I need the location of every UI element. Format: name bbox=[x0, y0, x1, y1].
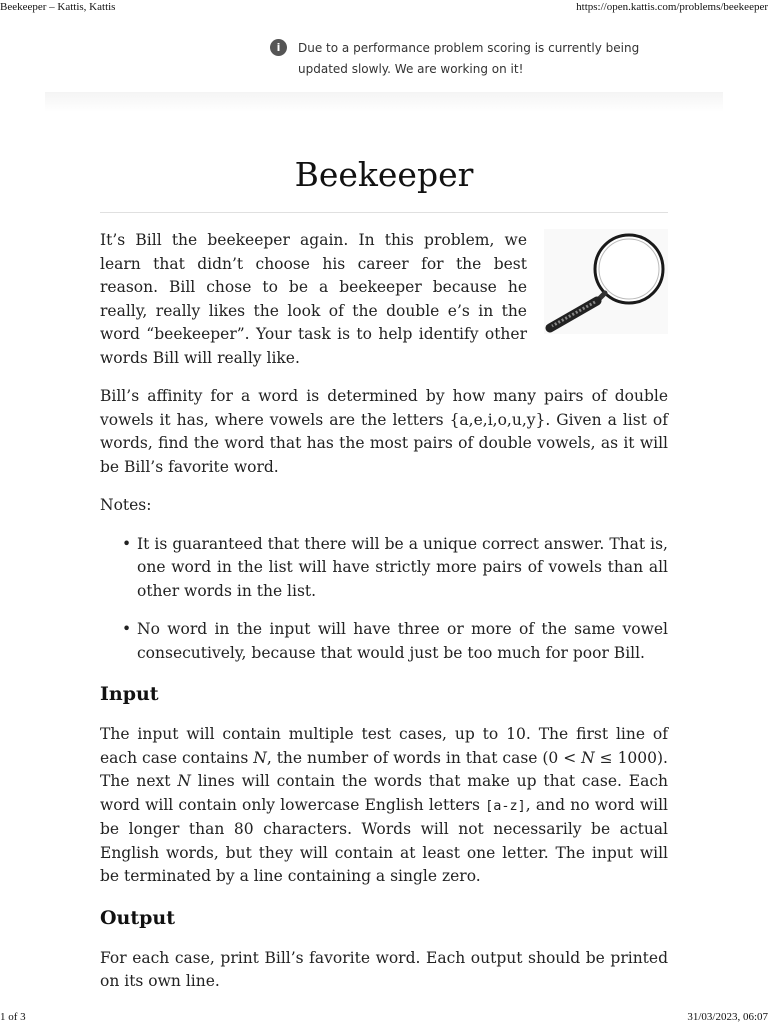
notes-list bbox=[100, 533, 668, 666]
print-header bbox=[0, 1, 768, 15]
performance-notice bbox=[270, 38, 670, 80]
notice-divider bbox=[45, 92, 723, 112]
notes-label: Notes: bbox=[100, 496, 152, 514]
magnifying-glass-image bbox=[544, 229, 668, 334]
title-divider bbox=[100, 212, 668, 213]
note-item: • It is guaranteed that there will be a unique correct answer. That is, one word in the list will have strictly more pairs of vowels than all other words in the list. bbox=[137, 533, 668, 604]
note-item: • No word in the input will have three or more of the same vowel consecutively, because that would just be too much for poor Bill. bbox=[137, 618, 668, 665]
print-page-url: https://open.kattis.com/problems/beekeeper bbox=[576, 1, 768, 13]
output-paragraph: For each case, print Bill’s favorite word. Each output should be printed on its own line. bbox=[100, 948, 668, 990]
print-timestamp: 31/03/2023, 06:07 bbox=[687, 1011, 768, 1023]
letter-range-code: [a-z] bbox=[485, 797, 526, 814]
print-footer bbox=[0, 1011, 768, 1025]
affinity-paragraph: Bill’s affinity for a word is determined by how many pairs of double vowels it has, where vowels are the letters {a,e,i,o,u,y}. Given a list of words, find the word that has the most pairs of double vowels, as it will be Bill’s favorite word. bbox=[100, 387, 668, 476]
problem-statement bbox=[100, 229, 668, 1009]
page-title: Beekeeper bbox=[294, 155, 474, 194]
info-icon: i bbox=[270, 39, 287, 56]
intro-paragraph: It’s Bill the beekeeper again. In this problem, we learn that didn’t choose his career for the best reason. Bill chose to be a beekeeper because he really, really likes the look of the double e’s in the word “beekeeper”. Your task is to help identify other words Bill will really like. bbox=[100, 231, 527, 367]
print-page-title: Beekeeper – Kattis, Kattis bbox=[0, 1, 116, 13]
page-counter: 1 of 3 bbox=[0, 1011, 26, 1023]
input-paragraph: The input will contain multiple test cases, up to 10. The first line of each case contains N, the number of words in that case (0 < N ≤ 1000). The next N lines will contain the words that make up that case. Each word will contain only lowercase English letters [a-z], and no word will be longer than 80 characters. Words will not necessarily be actual English words, but they will contain at least one letter. The input will be terminated by a line containing a single zero. bbox=[100, 725, 668, 885]
notice-text: Due to a performance problem scoring is currently being updated slowly. We are working on it! bbox=[298, 41, 640, 76]
input-heading: Input bbox=[100, 683, 159, 705]
output-heading: Output bbox=[100, 906, 176, 929]
intro-section bbox=[100, 229, 668, 370]
